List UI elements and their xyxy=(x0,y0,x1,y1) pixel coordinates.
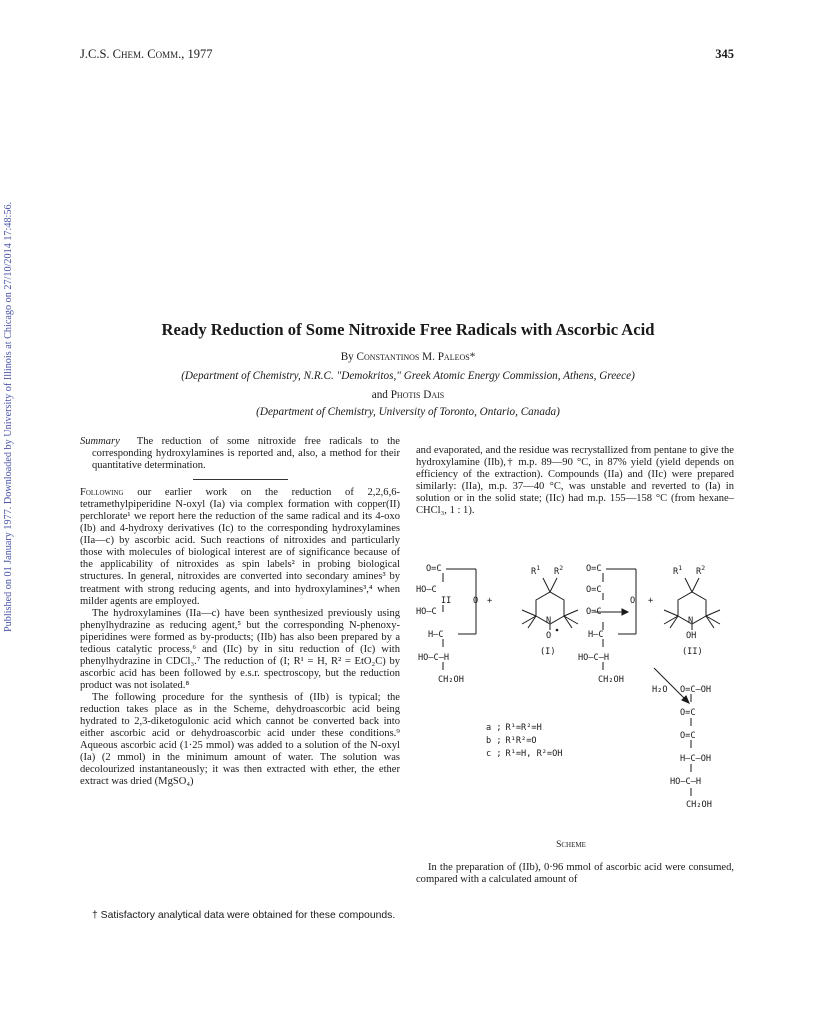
plus-sign-1: + xyxy=(487,596,493,606)
compound-II-label: (II) xyxy=(682,647,703,657)
r1-label-2: $R^1$ xyxy=(673,564,683,577)
variant-b: b ; R¹R²=O xyxy=(486,736,537,746)
summary-divider xyxy=(193,479,288,480)
asc-ring-oxygen: O xyxy=(473,596,479,606)
right-column-top xyxy=(416,445,734,517)
author-line-1 xyxy=(0,351,816,363)
intro-lead-word: Following xyxy=(80,487,124,499)
r2-label: $R^2$ xyxy=(554,564,564,577)
footnote: † Satisfactory analytical data were obtained for these compounds. xyxy=(92,910,396,921)
author-line-2 xyxy=(0,389,816,401)
compound-I-label: (I) xyxy=(540,647,556,657)
by-label: By xyxy=(340,351,357,363)
dha-ring-oxygen: O xyxy=(630,596,636,606)
and-label: and xyxy=(371,389,391,401)
page-number: 345 xyxy=(715,47,734,61)
dha-line-4: H–C xyxy=(588,630,604,640)
radical-dot xyxy=(556,629,559,632)
radical-oxygen-label: O xyxy=(546,631,552,641)
plus-sign-2: + xyxy=(648,596,654,606)
water-label: H₂O xyxy=(652,685,668,695)
asc-line-3: II xyxy=(441,596,452,606)
dkg-line-6: CH₂OH xyxy=(686,800,712,810)
r1-label: $R^1$ xyxy=(531,564,541,577)
running-header xyxy=(80,47,212,62)
dha-line-1: O=C xyxy=(586,564,602,574)
intro-text: our earlier work on the reduction of 2,2,6,6-tetramethylpiperidine N-oxyl (Ia) via complex formation with copper(II) perchlorate¹ we report here the reduction of the same radical and its 4-oxo (Ib) and 4-hydroxy derivatives (Ic) to the corresponding hydroxylamines (IIa—c) by ascorbic acid. Such reactions of nitroxides and particularly those with molecules of biological interest are of significance because of the applicability of nitroxides as spin labels² in probing biological structures. In general, nitroxides are converted into secondary amines³ by treatment with strong reducing agents, and into hydroxylamines³,⁴ when milder agents are employed. xyxy=(80,487,400,607)
journal-name: J.C.S. xyxy=(80,47,113,61)
reaction-scheme xyxy=(416,552,746,847)
summary-text: The reduction of some nitroxide free radicals to the corresponding hydroxylamines is reported and, also, a method for their quantitative determination. xyxy=(92,436,400,472)
dkg-line-4: H–C–OH xyxy=(680,754,712,764)
variant-c: c ; R¹=H, R²=OH xyxy=(486,749,563,759)
asc-line-5: H–C xyxy=(428,630,444,640)
affiliation-2: (Department of Chemistry, University of Toronto, Ontario, Canada) xyxy=(256,406,560,418)
asc-line-4: HO–C xyxy=(416,607,437,617)
nitrogen-label-2: N xyxy=(688,616,694,626)
affiliation-1: (Department of Chemistry, N.R.C. "Demokritos," Greek Atomic Energy Commission, Athens, Greece) xyxy=(181,370,635,382)
asc-line-7: CH₂OH xyxy=(438,675,464,685)
journal-name-abbr: Chem. Comm. xyxy=(112,47,182,61)
article-title: Ready Reduction of Some Nitroxide Free Radicals with Ascorbic Acid xyxy=(161,320,655,339)
dkg-line-2: O=C xyxy=(680,708,696,718)
download-notice-text[interactable]: Published on 01 January 1977. Downloaded by University of Illinois at Chicago on 27/10/2014 17:48:56. xyxy=(3,201,14,632)
asc-line-6: HO–C–H xyxy=(418,653,450,663)
stoichiometry-paragraph: In the preparation of (IIb), 0·96 mmol of ascorbic acid were consumed, compared with a calculated amount of xyxy=(416,862,734,886)
author-name-1: Constantinos M. Paleos* xyxy=(356,351,476,363)
hydroxylamine-paragraph: The hydroxylamines (IIa—c) have been synthesized previously using phenylhydrazine as reducing agent,⁵ but the corresponding N-phenoxy-piperidines were formed as by-products; (IIb) has also been prepared by a tedious catalytic process,⁶ and (IIc) by in situ reduction of (Ic) with phenylhydrazine in CDCl₃.⁷ The reduction of (I; R¹ = H, R² = EtO₂C) by ascorbic acid has been followed by e.s.r. spectroscopy, but the reduction product was not isolated.⁸ xyxy=(80,607,400,691)
results-paragraph: and evaporated, and the residue was recrystallized from pentane to give the hydroxylamine (IIb),† m.p. 89—90 °C, in 87% yield (yield depends on efficiency of the extraction). Compounds (IIa) and (IIc) were prepared similarly: (IIa), m.p. 37—40 °C, was unstable and reverted to (Ia) in solution or in the solid state; (IIc) had m.p. 155—158 °C (from hexane–CHCl₃, 1 : 1). xyxy=(416,445,734,517)
dha-line-2: O=C xyxy=(586,585,602,595)
author-name-2: Photis Dais xyxy=(390,389,445,401)
asc-line-1: O=C xyxy=(426,564,442,574)
nitrogen-label: N xyxy=(546,616,552,626)
variant-a: a ; R¹=R²=H xyxy=(486,723,542,733)
dha-line-5: HO–C–H xyxy=(578,653,610,663)
journal-year: , 1977 xyxy=(181,47,213,61)
r2-label-2: $R^2$ xyxy=(696,564,706,577)
dkg-line-3: O=C xyxy=(680,731,696,741)
scheme-caption: Scheme xyxy=(556,840,586,847)
dkg-line-5: HO–C–H xyxy=(670,777,702,787)
dha-line-3: O=C xyxy=(586,607,602,617)
intro-paragraph xyxy=(80,487,400,607)
left-column xyxy=(80,436,400,788)
dkg-line-1: O=C–OH xyxy=(680,685,712,695)
hydroxy-label: OH xyxy=(686,631,697,641)
right-column-bottom xyxy=(416,862,734,886)
procedure-paragraph: The following procedure for the synthesis of (IIb) is typical; the reduction takes place as in the Scheme, dehydroascorbic acid being hydrated to 2,3-diketogulonic acid which cannot be converted back into either ascorbic acid or dehydroascorbic acid under these conditions.⁹ Aqueous ascorbic acid (1·25 mmol) was added to a solution of the N-oxyl (Ia) (2 mmol) in the minimum amount of water. The solution was decolourized instantaneously; it was then extracted with ether, the ether extract was dried (MgSO₄) xyxy=(80,691,400,788)
asc-line-2: HO–C xyxy=(416,585,437,595)
summary-label: Summary xyxy=(80,436,120,447)
summary-paragraph xyxy=(80,436,400,472)
dha-line-6: CH₂OH xyxy=(598,675,624,685)
